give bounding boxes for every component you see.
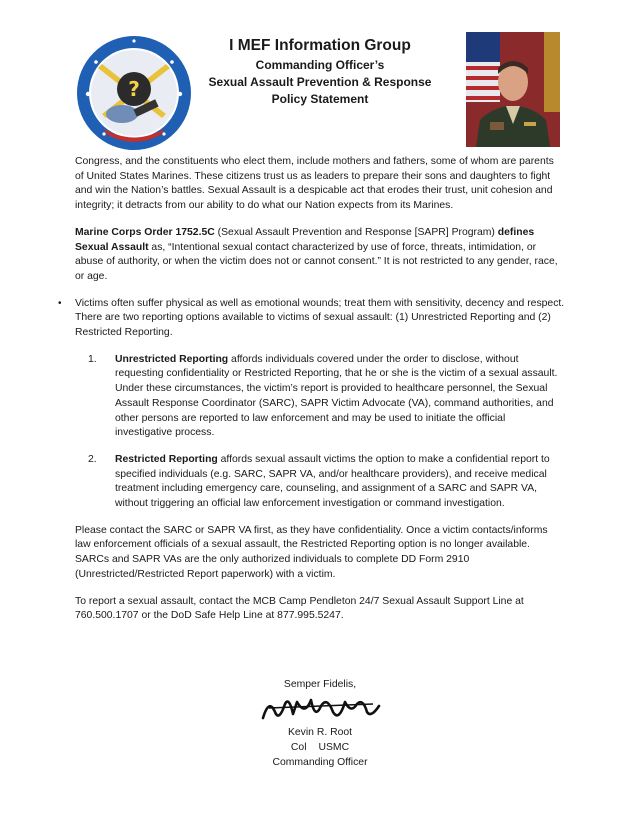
handwritten-signature: [255, 694, 385, 724]
portrait-graphic: [466, 32, 560, 147]
reporting-options-list: [75, 353, 565, 512]
paragraph-contact-sarc: Please contact the SARC or SAPR VA first, as they have confidentiality. Once a victim contacts/informs law enforcement officials of a sexual assault, the Restricted Reporting option is no longer available. SARCs and SAPR VAs are the only authorized individuals to complete DD Form 2910 (Unrestricted/Restricted Report paperwork) with a victim.: [75, 524, 548, 580]
commanding-officer-portrait: [466, 32, 560, 147]
item-number: 1.: [88, 353, 97, 365]
signer-title: Commanding Officer: [272, 757, 368, 768]
paragraph-congress: Congress, and the constituents who elect them, include mothers and fathers, some of whom are parents of United States Marines. These citizens trust us as leaders to prepare their sons and daughters to fight and win the Nation’s battles. Sexual Assault is a despicable act that erodes their trust, unit cohesion and integrity; it detracts from our ability to do what our Nation expects from its Marines.: [75, 156, 554, 212]
signature-block: [255, 677, 385, 770]
service-label: USMC: [318, 742, 350, 753]
bullet-mark: •: [58, 297, 62, 309]
letter-body: [58, 155, 565, 636]
definition-text: as, “Intentional sexual contact characterized by use of force, threats, intimidation, or abuse of authority, or when the victim does not or cannot consent.” It is not restricted to any gender, race, or age.: [75, 241, 558, 282]
list-item: [75, 453, 565, 512]
item-title: Unrestricted Reporting: [115, 353, 229, 365]
victims-text: Victims often suffer physical as well as emotional wounds; treat them with sensitivity, decency and respect. There are two reporting options available to victims of sexual assault: (1) Unrestricted Reporting and (2) Restricted Reporting.: [75, 297, 565, 339]
svg-text:?: ?: [128, 77, 140, 101]
unit-seal-emblem: [74, 34, 194, 152]
item-text: affords individuals covered under the order to disclose, without requesting confidentiality or Restricted Reporting, that he or she is the victim of a sexual assault. Under these circumstances, the victim’s report is provided to healthcare personnel, the Sexual Assault Response Coordinator (SARC), SAPR Victim Advocate (VA), command authorities, and other persons are reported to law enforcement and may be used to initiate the official investigative process.: [115, 353, 558, 439]
paragraph-support-line: To report a sexual assault, contact the MCB Camp Pendleton 24/7 Sexual Assault Support Line at 760.500.1707 or the DoD Safe Help Line at 877.995.5247.: [75, 595, 524, 622]
rank-label: Col: [290, 742, 307, 753]
signer-name: Kevin R. Root: [287, 727, 353, 738]
item-number: 2.: [88, 453, 97, 465]
item-text: affords sexual assault victims the option to make a confidential report to specified individuals (e.g. SARC, SAPR VA, and/or healthcare providers), and receive medical treatment including emergency care, counseling, and assignment of a SARC and SAPR VA, without triggering an official law enforcement investigation or command investigation.: [115, 453, 550, 510]
paragraph-victims: [58, 297, 565, 341]
signer-rank: [291, 740, 349, 755]
letter-header: [205, 37, 435, 108]
order-reference: Marine Corps Order 1752.5C: [75, 226, 215, 238]
seal-graphic: [74, 34, 194, 152]
program-name: (Sexual Assault Prevention and Response [SAPR] Program): [214, 226, 498, 238]
signature-graphic: [255, 694, 385, 724]
paragraph-definition: [75, 226, 565, 285]
header-line-3: Policy Statement: [271, 92, 369, 106]
closing-salutation: Semper Fidelis,: [283, 679, 357, 690]
defines-label: defines Sexual Assault: [75, 226, 535, 253]
header-line-1: Commanding Officer’s: [255, 58, 385, 72]
organization-title: I MEF Information Group: [229, 37, 411, 54]
header-line-2: Sexual Assault Prevention & Response: [208, 75, 432, 89]
item-title: Restricted Reporting: [115, 453, 218, 465]
list-item: [75, 353, 565, 441]
